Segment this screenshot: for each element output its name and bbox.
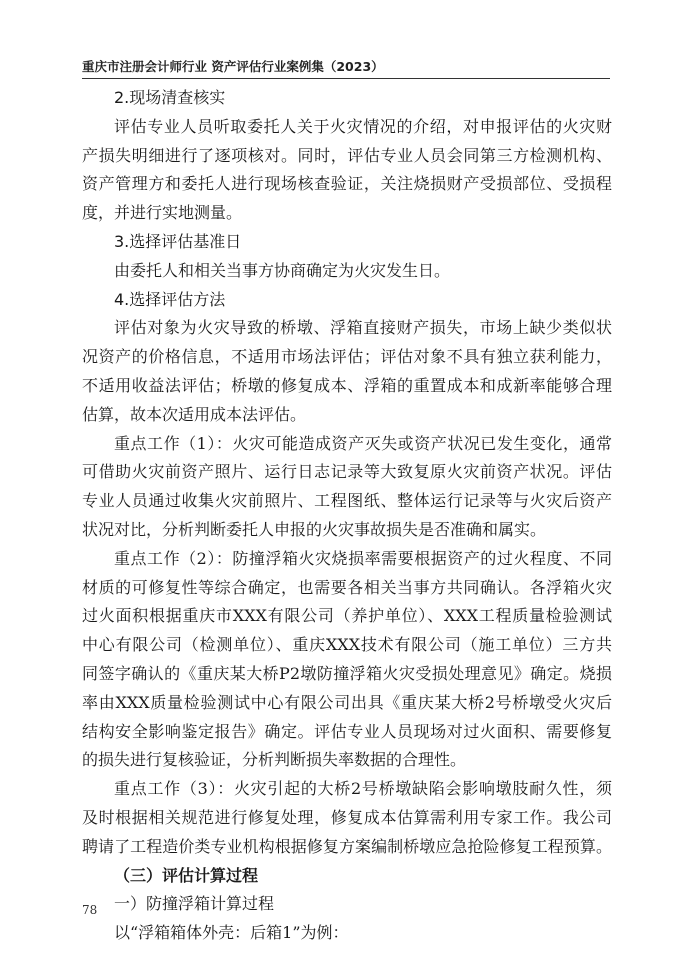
text-line: 4.选择评估方法 — [114, 289, 226, 309]
text-line: （三）评估计算过程 — [114, 865, 259, 885]
text-line: 不适用收益法评估；桥墩的修复成本、浮箱的重置成本和成新率能够合理 — [82, 375, 612, 395]
text-line: 评估专业人员听取委托人关于火灾情况的介绍，对申报评估的火灾财 — [114, 116, 612, 136]
text-line: 结构安全影响鉴定报告》确定。评估专业人员现场对过火面积、需要修复 — [82, 721, 612, 741]
text-line: 重点工作（1）：火灾可能造成资产灭失或资产状况已发生变化，通常 — [114, 433, 612, 453]
text-line: 由委托人和相关当事方协商确定为火灾发生日。 — [114, 260, 451, 280]
text-line: 3.选择评估基准日 — [114, 231, 242, 251]
running-header: 重庆市注册会计师行业 资产评估行业案例集（2023） — [82, 59, 384, 74]
text-line: 材质的可修复性等综合确定，也需要各相关当事方共同确认。各浮箱火灾 — [82, 577, 612, 597]
text-line: 专业人员通过收集火灾前照片、工程图纸、整体运行记录等与火灾后资产 — [82, 491, 612, 511]
text-line: 资产管理方和委托人进行现场核查验证，关注烧损财产受损部位、受损程 — [82, 174, 612, 194]
text-line: 度，并进行实地测量。 — [82, 203, 243, 223]
text-line: 同签字确认的《重庆某大桥P2墩防撞浮箱火灾受损处理意见》确定。烧损 — [82, 663, 612, 683]
text-line: 的损失进行复核验证，分析判断损失率数据的合理性。 — [82, 750, 467, 770]
text-line: 产损失明细进行了逐项核对。同时，评估专业人员会同第三方检测机构、 — [82, 145, 612, 165]
text-line: 过火面积根据重庆市XXX有限公司（养护单位）、XXX工程质量检验测试 — [82, 606, 612, 626]
text-line: 重点工作（3）：火灾引起的大桥2号桥墩缺陷会影响墩肢耐久性，须 — [114, 779, 612, 799]
text-line: 率由XXX质量检验测试中心有限公司出具《重庆某大桥2号桥墩受火灾后 — [82, 692, 612, 712]
text-line: 重点工作（2）：防撞浮箱火灾烧损率需要根据资产的过火程度、不同 — [114, 548, 612, 568]
page-number: 78 — [82, 903, 98, 917]
text-line: 一）防撞浮箱计算过程 — [114, 894, 275, 914]
text-line: 况资产的价格信息，不适用市场法评估；评估对象不具有独立获利能力， — [82, 347, 612, 367]
text-line: 状况对比，分析判断委托人申报的火灾事故损失是否准确和属实。 — [82, 519, 547, 539]
text-line: 估算，故本次适用成本法评估。 — [82, 404, 307, 424]
text-line: 以“浮箱箱体外壳：后箱1”为例： — [114, 923, 349, 943]
body-text — [82, 84, 612, 948]
header-rule — [82, 78, 610, 79]
text-line: 及时根据相关规范进行修复处理，修复成本估算需利用专家工作。我公司 — [82, 807, 612, 827]
text-line: 中心有限公司（检测单位）、重庆XXX技术有限公司（施工单位）三方共 — [82, 635, 612, 655]
text-line: 2.现场清查核实 — [114, 88, 226, 107]
text-line: 聘请了工程造价类专业机构根据修复方案编制桥墩应急抢险修复工程预算。 — [82, 836, 612, 856]
text-line: 可借助火灾前资产照片、运行日志记录等大致复原火灾前资产状况。评估 — [82, 462, 612, 482]
text-line: 评估对象为火灾导致的桥墩、浮箱直接财产损失，市场上缺少类似状 — [114, 318, 612, 338]
